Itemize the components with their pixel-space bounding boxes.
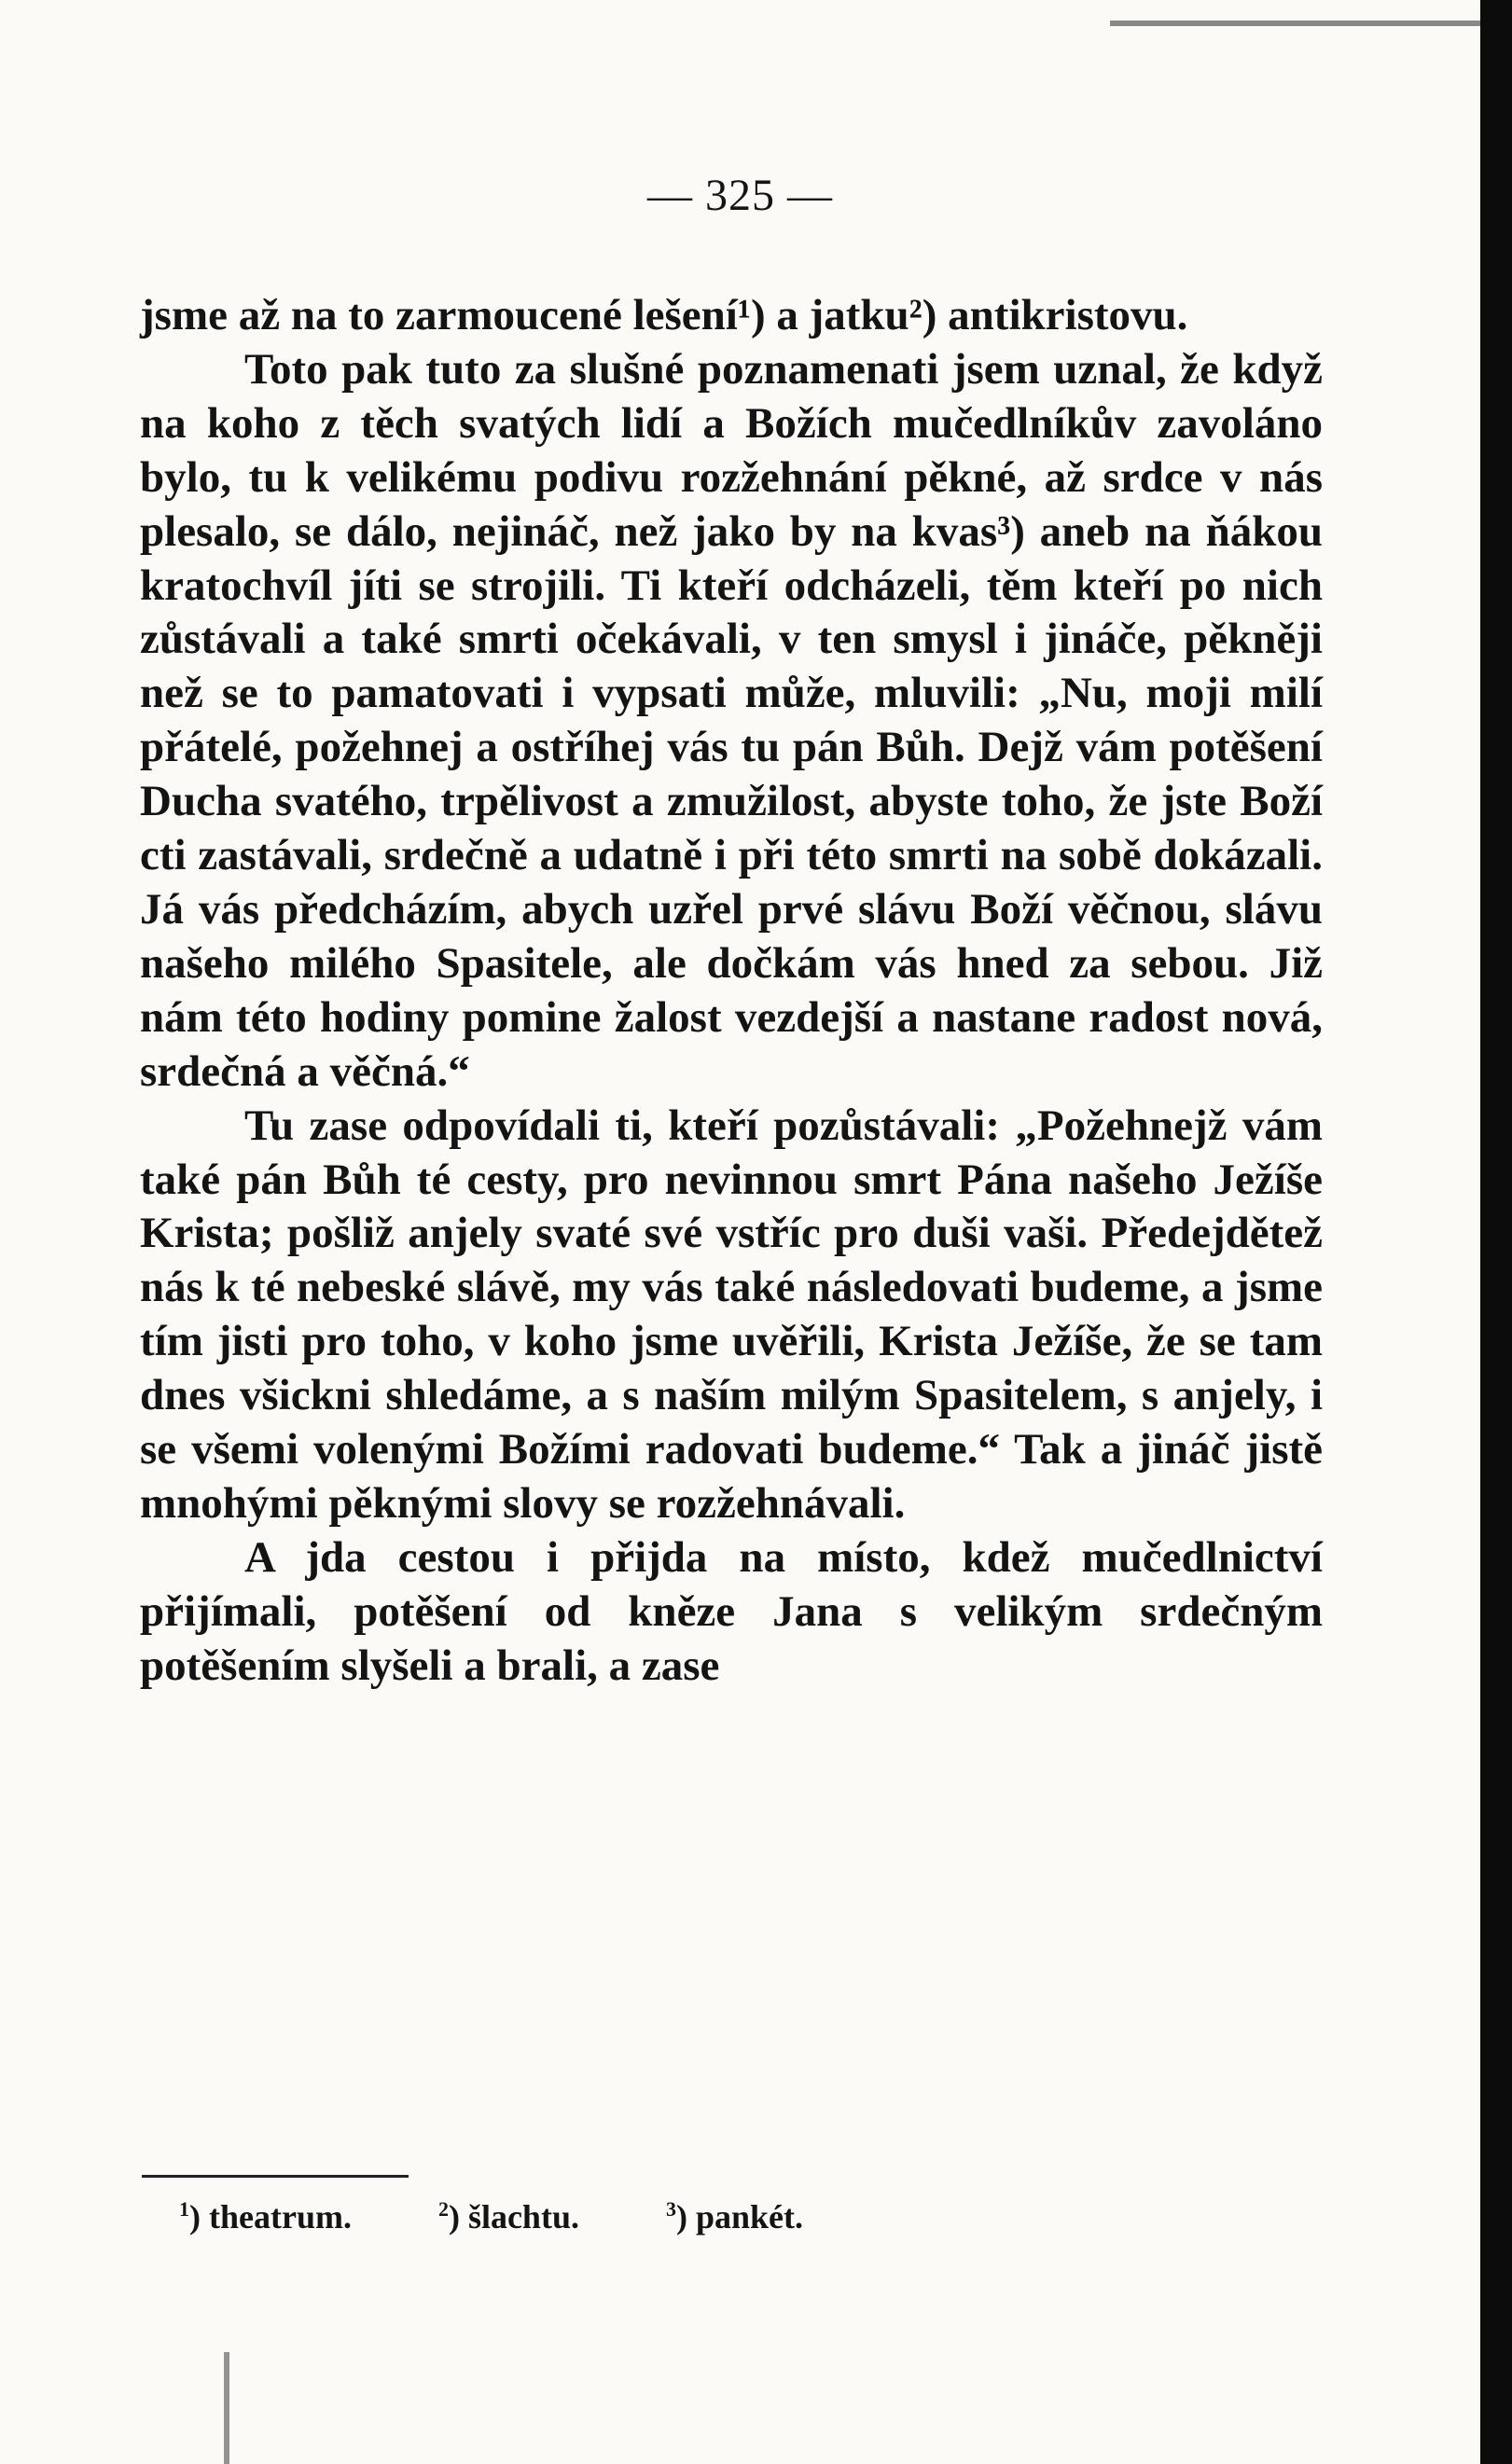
paragraph-2: Toto pak tuto za slušné poznamenati jsem uznal, že když na koho z těch svatých lidí a Božích mučedlníkův zavoláno bylo, tu k velikému podivu rozžehnání pěkné, až srdce v nás plesalo, se dálo, nejináč, než jako by na kvas³) aneb na ňákou kratochvíl jíti se strojili. Ti kteří odcházeli, těm kteří po nich zůstávali a také smrti očekávali, v ten smysl i jináče, pěkněji než se to pamatovati i vypsati může, mluvili: „Nu, moji milí přátelé, požehnej a ostříhej vás tu pán Bůh. Dejž vám potěšení Ducha svatého, trpělivost a zmužilost, abyste toho, že jste Boží cti zastávali, srdečně a udatně i při této smrti na sobě dokázali. Já vás předcházím, abych uzřel prvé slávu Boží věčnou, slávu našeho milého Spasitele, ale dočkám vás hned za sebou. Již nám této hodiny pomine žalost vezdejší a nastane radost nová, srdečná a věčná.“ xyxy=(140,344,1323,1096)
footnote-2: $^2$) šlachtu. xyxy=(437,2197,579,2236)
page-number: — 325 — xyxy=(647,171,833,220)
scan-edge-bottom xyxy=(224,2352,229,2464)
footnote-rule xyxy=(142,2175,409,2178)
paragraph-1: jsme až na to zarmoucené lešení¹) a jatku²) antikristovu. xyxy=(140,291,1188,339)
paragraph-3: Tu zase odpovídali ti, kteří pozůstávali: „Požehnejž vám také pán Bůh té cesty, pro nevinnou smrt Pána našeho Ježíše Krista; pošliž anjely svaté své vstříc pro duši vaši. Předejdětež nás k té nebeské slávě, my vás také následovati budeme, a jsme tím jisti pro toho, v koho jsme uvěřili, Krista Ježíše, že se tam dnes všickni shledáme, a s naším milým Spasitelem, s anjely, i se všemi volenými Božími radovati budeme.“ Tak a jináč jistě mnohými pěknými slovy se rozžehnávali. xyxy=(140,1100,1323,1528)
body-text xyxy=(140,289,1323,1694)
scan-edge-right xyxy=(1480,0,1512,2464)
scan-edge-top xyxy=(1110,21,1483,26)
footnotes xyxy=(179,2197,1298,2236)
footnote-3: $^3$) pankét. xyxy=(665,2197,803,2236)
footnote-1: $^1$) theatrum. xyxy=(179,2197,352,2236)
paragraph-4: A jda cestou i přijda na místo, kdež mučedlnictví přijímali, potěšení od kněze Jana s velikým srdečným potěšením slyšeli a brali, a zase xyxy=(140,1532,1323,1690)
